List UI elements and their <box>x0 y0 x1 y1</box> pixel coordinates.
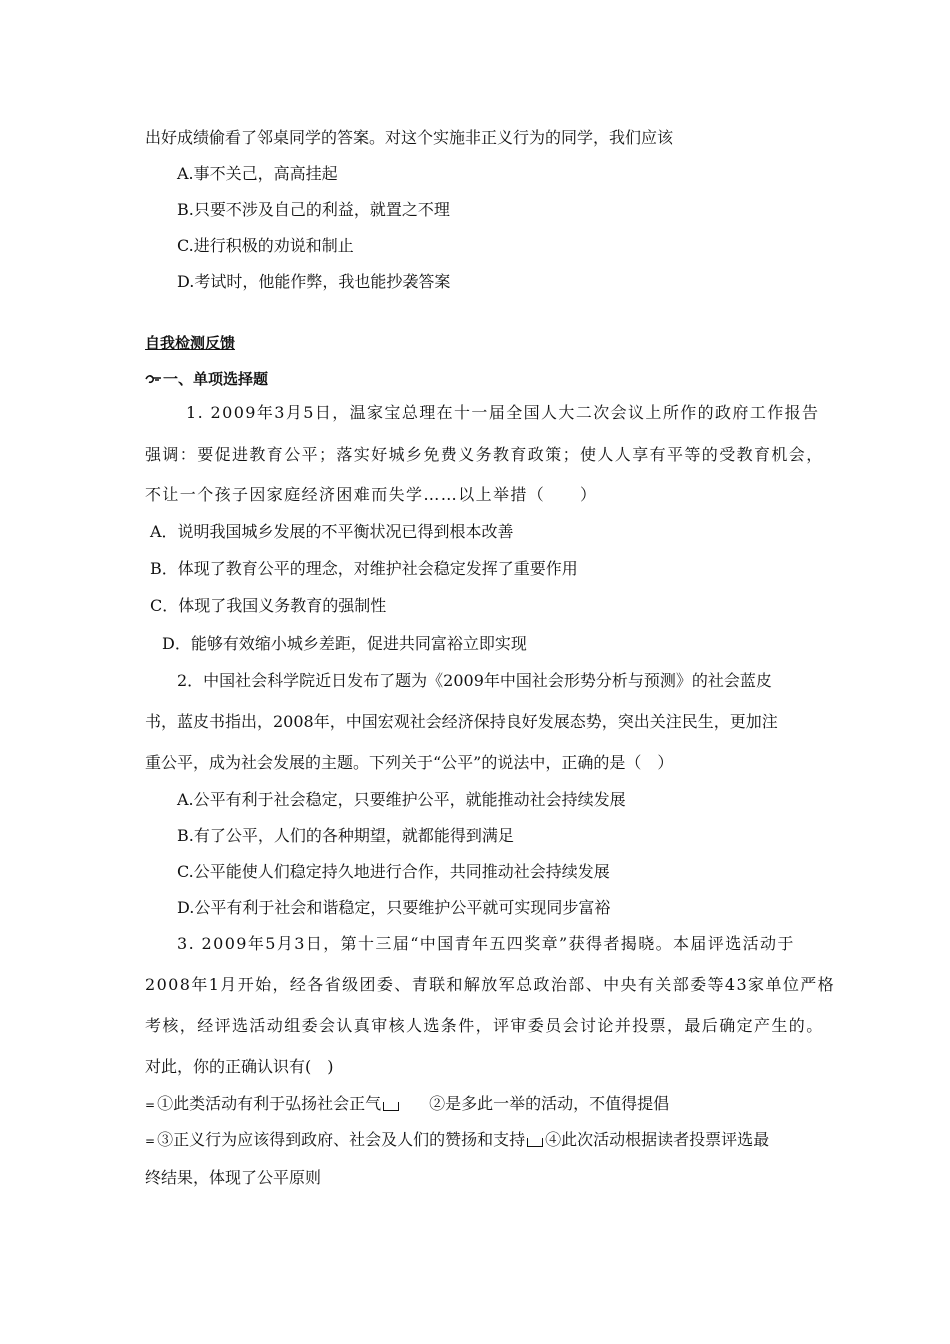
q1-option-b: B．体现了教育公平的理念，对维护社会稳定发挥了重要作用 <box>150 559 578 578</box>
bracket-mark-icon <box>383 1102 399 1111</box>
prev-question-stem: 出好成绩偷看了邻桌同学的答案。对这个实施非正义行为的同学，我们应该 <box>145 128 674 147</box>
q2-line-1: 2．中国社会科学院近日发布了题为《2009年中国社会形势分析与预测》的社会蓝皮 <box>177 671 772 690</box>
q3-statement-4: ④此次活动根据读者投票评选最 <box>545 1130 770 1149</box>
prev-option-b: B.只要不涉及自己的利益，就置之不理 <box>177 200 450 219</box>
q3-line-1: 3. 2009年5月3日，第十三届“中国青年五四奖章”获得者揭晓。本届评选活动于 <box>177 934 795 953</box>
equals-marker-icon: = <box>145 1098 156 1112</box>
q2-option-b: B.有了公平，人们的各种期望，就都能得到满足 <box>177 826 514 845</box>
q1-line-2: 强调：要促进教育公平；落实好城乡免费义务教育政策；使人人享有平等的受教育机会， <box>145 445 824 464</box>
q3-statement-3: ③正义行为应该得到政府、社会及人们的赞扬和支持 <box>157 1130 526 1149</box>
section-subtitle-row <box>145 369 268 390</box>
q1-option-d: D．能够有效缩小城乡差距，促进共同富裕立即实现 <box>162 634 527 653</box>
section-subtitle: 一、单项选择题 <box>163 370 269 388</box>
q1-line-3: 不让一个孩子因家庭经济困难而失学……以上举措（ ） <box>145 485 598 504</box>
q3-statement-4-continued: 终结果，体现了公平原则 <box>145 1168 322 1187</box>
q1-line-1: 1. 2009年3月5日，温家宝总理在十一届全国人大二次会议上所作的政府工作报告 <box>186 403 820 422</box>
q3-line-2: 2008年1月开始，经各省级团委、青联和解放军总政治部、中央有关部委等43家单位严格 <box>145 975 836 994</box>
prev-option-d: D.考试时，他能作弊，我也能抄袭答案 <box>177 272 451 291</box>
q2-option-a: A.公平有利于社会稳定，只要维护公平，就能推动社会持续发展 <box>177 790 626 809</box>
q2-option-c: C.公平能使人们稳定持久地进行合作，共同推动社会持续发展 <box>177 862 610 881</box>
q2-line-3: 重公平，成为社会发展的主题。下列关于“公平”的说法中，正确的是（ ） <box>145 753 674 772</box>
q3-line-4: 对此，你的正确认识有( ) <box>145 1057 334 1076</box>
q3-statements-row-2 <box>145 1130 769 1151</box>
section-title: 自我检测反馈 <box>145 334 236 352</box>
q2-line-2: 书，蓝皮书指出，2008年，中国宏观社会经济保持良好发展态势，突出关注民生，更加注 <box>145 712 778 731</box>
bracket-mark-icon <box>527 1138 543 1147</box>
equals-marker-icon: = <box>145 1134 156 1148</box>
q3-statement-2: ②是多此一举的活动，不值得提倡 <box>429 1094 670 1113</box>
q2-option-d: D.公平有利于社会和谐稳定，只要维护公平就可实现同步富裕 <box>177 898 611 917</box>
q1-option-c: C．体现了我国义务教育的强制性 <box>150 596 387 615</box>
prev-option-c: C.进行积极的劝说和制止 <box>177 236 354 255</box>
q1-option-a: A．说明我国城乡发展的不平衡状况已得到根本改善 <box>150 522 514 541</box>
prev-option-a: A.事不关己，高高挂起 <box>177 164 338 183</box>
q3-statements-row-1 <box>145 1094 669 1115</box>
q3-line-3: 考核，经评选活动组委会认真审核人选条件，评审委员会讨论并投票，最后确定产生的。 <box>145 1016 824 1035</box>
q3-statement-1: ①此类活动有利于弘扬社会正气 <box>157 1094 382 1113</box>
hand-pointer-icon <box>145 370 163 390</box>
